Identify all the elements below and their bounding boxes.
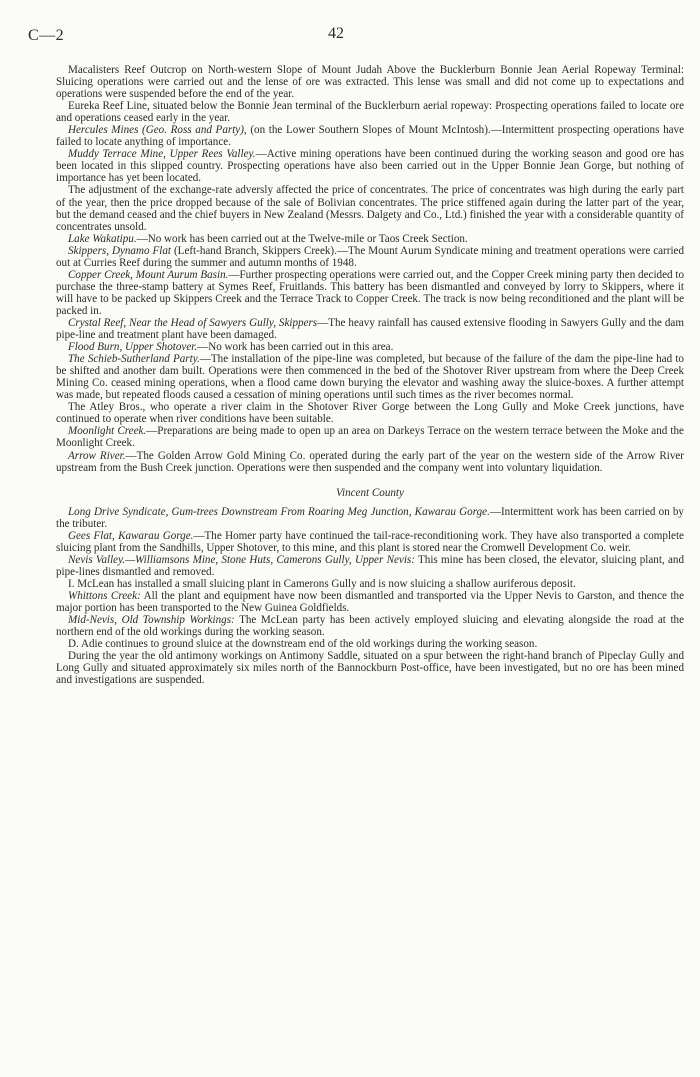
- paragraph-lead: Skippers, Dynamo Flat: [68, 244, 171, 257]
- paragraph: [56, 124, 684, 148]
- paragraph: [56, 245, 684, 269]
- paragraph: [56, 450, 684, 474]
- paragraph-text: (Left-hand Branch, Skippers Creek).—The Mount Aurum Syndicate mining and treatment operations were carried out at Curries Reef during the summer and autumn months of 1948.: [56, 244, 684, 269]
- paragraph-lead: Lake Wakatipu.: [68, 232, 137, 245]
- paragraph-text: D. Adie continues to ground sluice at the downstream end of the old workings during the working season.: [68, 638, 538, 651]
- paragraph-lead: The Schieb-Sutherland Party.: [68, 353, 200, 366]
- paragraph: [56, 554, 684, 578]
- paragraph-lead: Nevis Valley.—Williamsons Mine, Stone Huts, Camerons Gully, Upper Nevis:: [68, 553, 415, 566]
- paragraph: [56, 353, 684, 401]
- paragraph-lead: Gees Flat, Kawarau Gorge.: [68, 529, 194, 542]
- paragraph-lead: Flood Burn, Upper Shotover.: [68, 341, 198, 354]
- paragraph: [56, 578, 684, 590]
- paragraph: [56, 506, 684, 530]
- paragraph-lead: Arrow River.: [68, 449, 126, 462]
- paragraph: [56, 614, 684, 638]
- paragraph: [56, 233, 684, 245]
- paragraph: [56, 269, 684, 317]
- paragraph-lead: Hercules Mines (Geo. Ross and Party),: [68, 124, 247, 137]
- paragraph-text: —Active mining operations have been continued during the working season and good ore has been located in this slipped country. Prospecting operations have also been carried out in the Upper Bonnie Jean Gorge, but nothing of importance has yet been located.: [56, 148, 684, 185]
- paragraph-group-2: [56, 506, 684, 687]
- paragraph: [56, 530, 684, 554]
- page-number: 42: [328, 25, 344, 42]
- paragraph-text: —The Homer party have continued the tail-race-reconditioning work. They have also transported a complete sluicing plant from the Sandhills, Upper Shotover, to this mine, and this plant is stored near the Cromwell Development Co. weir.: [56, 529, 684, 554]
- paragraph: [56, 100, 684, 124]
- section-heading: Vincent County: [336, 486, 404, 499]
- paragraph-text: (on the Lower Southern Slopes of Mount McIntosh).—Intermittent prospecting operations have failed to locate anything of importance.: [56, 124, 685, 149]
- paragraph-text: The Atley Bros., who operate a river claim in the Shotover River Gorge between the Long Gully and Moke Creek junctions, have continued to operate when river conditions have been suitable.: [56, 401, 684, 426]
- paragraph: [56, 650, 684, 686]
- paragraph: [56, 148, 684, 184]
- paragraph: [56, 638, 684, 650]
- paragraph-text: All the plant and equipment have now been dismantled and transported via the Upper Nevis to Garston, and thence the major portion has been transported to the New Guinea Goldfields.: [56, 589, 684, 615]
- paragraph-text: —The Golden Arrow Gold Mining Co. operated during the early part of the year on the western side of the Arrow River upstream from the Bush Creek junction. Operations were then suspended and the company went into voluntary liquidation.: [56, 449, 684, 474]
- paragraph-text: Eureka Reef Line, situated below the Bonnie Jean terminal of the Bucklerburn aerial ropeway: Prospecting operations failed to locate ore and operations ceased early in the year.: [56, 100, 684, 125]
- paragraph-lead: Moonlight Creek.: [68, 425, 147, 438]
- paragraph: [56, 317, 684, 341]
- paragraph: [56, 184, 684, 232]
- paragraph-text: —Further prospecting operations were carried out, and the Copper Creek mining party then decided to purchase the three-stamp battery at Symes Reef, Fruitlands. This battery has been dismantled and conveyed by lorry to Skippers, where it will have to be packed up Skippers Creek and the Terrace Track to Copper Creek. The track is now being reconditioned and the plant will be packed in.: [56, 268, 685, 317]
- paragraph-text: Macalisters Reef Outcrop on North-western Slope of Mount Judah Above the Bucklerburn Bonnie Jean Aerial Ropeway Terminal: Sluicing operations were carried out and the lense of ore was extracted. This lense was small and did not come up to expectations and operations were suspended before the end of the year.: [56, 64, 684, 101]
- paragraph-text: —No work has been carried out in this area.: [197, 341, 394, 354]
- paragraph-text: The McLean party has been actively employed sluicing and elevating alongside the road at the northern end of the old workings during the working season.: [56, 614, 685, 639]
- paragraph-text: —Preparations are being made to open up an area on Darkeys Terrace on the western terrace between the Moke and the Moonlight Creek.: [56, 425, 684, 450]
- paragraph-lead: Copper Creek, Mount Aurum Basin.: [68, 268, 229, 281]
- paragraph-text: —No work has been carried out at the Twelve-mile or Taos Creek Section.: [136, 232, 468, 245]
- paragraph-lead: Long Drive Syndicate, Gum-trees Downstream From Roaring Meg Junction, Kawarau Gorge.: [68, 505, 490, 518]
- paragraph: [56, 401, 684, 425]
- section-code: C—2: [28, 27, 65, 44]
- paragraph-lead: Crystal Reef, Near the Head of Sawyers Gully, Skippers: [68, 316, 318, 329]
- paragraph: [56, 425, 684, 449]
- paragraph-text: This mine has been closed, the elevator, sluicing plant, and pipe-lines dismantled and removed.: [56, 553, 684, 578]
- paragraph-text: I. McLean has installed a small sluicing plant in Camerons Gully and is now sluicing a shallow auriferous deposit.: [68, 577, 576, 590]
- paragraph: [56, 64, 684, 100]
- paragraph-group-1: [56, 64, 684, 474]
- paragraph: [56, 341, 684, 353]
- paragraph: [56, 590, 684, 614]
- paragraph-text: During the year the old antimony workings on Antimony Saddle, situated on a spur between the right-hand branch of Pipeclay Gully and Long Gully and situated approximately six miles north of the Bannockburn Post-office, have been investigated, but no ore has been mined and investigations are suspended.: [56, 650, 684, 687]
- paragraph-text: —The heavy rainfall has caused extensive flooding in Sawyers Gully and the dam pipe-line and treatment plant have been damaged.: [56, 316, 684, 342]
- paragraph-text: —The installation of the pipe-line was completed, but because of the failure of the dam the pipe-line had to be shifted and another dam built. Operations were then commenced in the bed of the Shotover River upstream from where the Deep Creek Mining Co. ceased mining operations, when a flood came down burying the elevator and washing away the sluice-boxes. A further attempt was made, but repeated floods caused a cessation of mining operations until such times as the river becomes normal.: [56, 353, 684, 402]
- paragraph-lead: Mid-Nevis, Old Township Workings:: [68, 614, 235, 627]
- paragraph-text: —Intermittent work has been carried on by the tributer.: [56, 505, 684, 530]
- paragraph-lead: Whittons Creek:: [68, 589, 141, 602]
- paragraph-text: The adjustment of the exchange-rate adversly affected the price of concentrates. The price of concentrates was high during the early part of the year, then the price dropped because of the sale of Bolivian concentrates. The price stiffened again during the latter part of the year, but the demand ceased and the chief buyers in New Zealand (Messrs. Dalgety and Co., Ltd.) finished the year with a considerable quantity of concentrates unsold.: [56, 184, 684, 233]
- paragraph-lead: Muddy Terrace Mine, Upper Rees Valley.: [68, 148, 256, 161]
- body-text: [56, 64, 684, 686]
